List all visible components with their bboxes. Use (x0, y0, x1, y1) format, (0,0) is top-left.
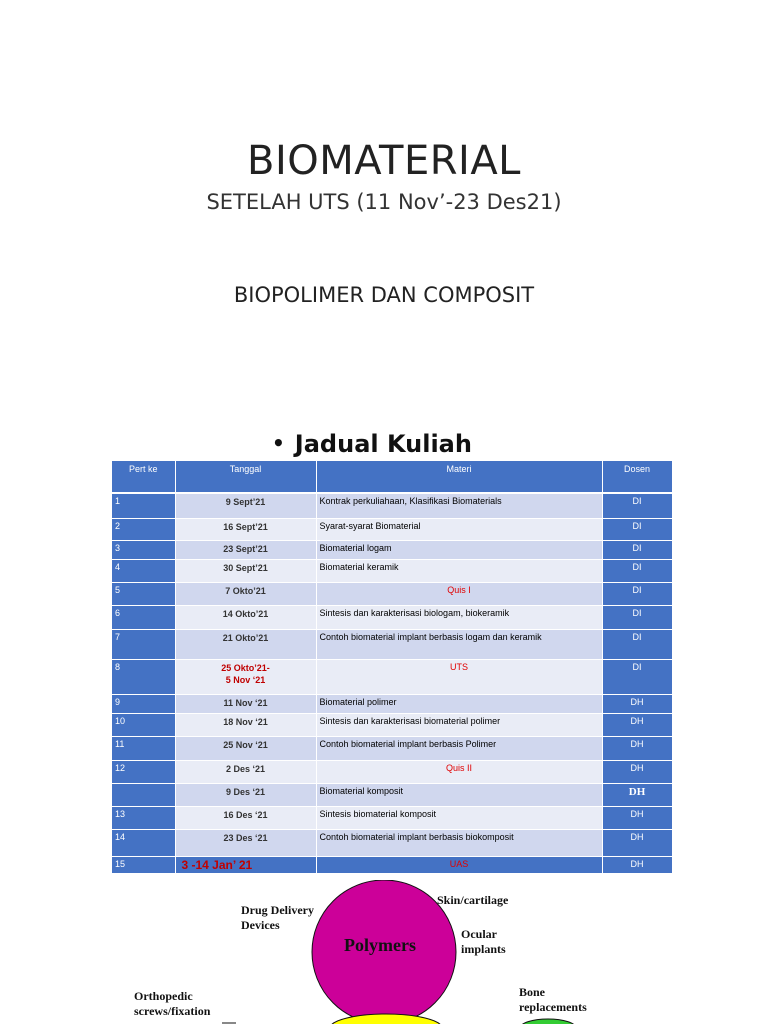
row-lecturer: DH (602, 713, 672, 736)
title-slide (0, 0, 768, 420)
row-material: UAS (316, 856, 602, 873)
row-num: 12 (112, 760, 175, 783)
row-material: Sintesis biomaterial komposit (316, 806, 602, 829)
table-row (112, 783, 672, 806)
table-row (112, 559, 672, 582)
row-date: 23 Des ‘21 (175, 829, 316, 856)
schedule-heading (272, 430, 472, 458)
table-row (112, 540, 672, 559)
header-material: Materi (316, 461, 602, 493)
table-row (112, 694, 672, 713)
row-material: Kontrak perkuliahaan, Klasifikasi Biomaterials (316, 493, 602, 518)
row-lecturer: DH (602, 783, 672, 806)
bone-circle (520, 1019, 576, 1024)
slide-subtitle: SETELAH UTS (11 Nov’-23 Des21) (206, 190, 562, 214)
row-material: UTS (316, 659, 602, 694)
row-lecturer: DI (602, 518, 672, 540)
row-material: Biomaterial komposit (316, 783, 602, 806)
row-date: 25 Nov ‘21 (175, 736, 316, 760)
row-lecturer: DH (602, 856, 672, 873)
row-num: 6 (112, 605, 175, 629)
header-num: Pert ke (112, 461, 175, 493)
row-date: 21 Okto’21 (175, 629, 316, 659)
header-lecturer: Dosen (602, 461, 672, 493)
row-num (112, 783, 175, 806)
row-lecturer: DI (602, 559, 672, 582)
row-date: 3 -14 Jan’ 21 (175, 856, 316, 873)
row-lecturer: DH (602, 760, 672, 783)
table-header-row (112, 461, 672, 493)
row-date: 14 Okto’21 (175, 605, 316, 629)
header-date: Tanggal (175, 461, 316, 493)
row-date: 9 Sept’21 (175, 493, 316, 518)
row-num: 5 (112, 582, 175, 605)
table-row (112, 856, 672, 873)
row-lecturer: DI (602, 659, 672, 694)
drug-delivery-label (241, 903, 314, 933)
row-lecturer: DH (602, 736, 672, 760)
biomaterial-diagram (0, 880, 768, 1024)
row-lecturer: DH (602, 694, 672, 713)
ocular-implants-label (461, 927, 506, 957)
schedule-heading-text: Jadual Kuliah (294, 430, 472, 458)
row-date-line2: 5 Nov ‘21 (225, 674, 266, 685)
row-date: 23 Sept’21 (175, 540, 316, 559)
row-material: Contoh biomaterial implant berbasis logam dan keramik (316, 629, 602, 659)
ceramics-circle (330, 1014, 442, 1024)
row-date: 16 Sept’21 (175, 518, 316, 540)
table-row (112, 760, 672, 783)
row-material: Contoh biomaterial implant berbasis Polimer (316, 736, 602, 760)
row-date-line1: 25 Okto’21- (221, 662, 270, 673)
row-lecturer: DI (602, 605, 672, 629)
table-row (112, 493, 672, 518)
orthopedic-line2: screws/fixation (134, 1004, 211, 1018)
row-num: 4 (112, 559, 175, 582)
table-row (112, 518, 672, 540)
row-num: 8 (112, 659, 175, 694)
row-date: 11 Nov ‘21 (175, 694, 316, 713)
orthopedic-label (134, 989, 210, 1019)
drug-delivery-line1: Drug Delivery (241, 903, 314, 917)
row-material: Contoh biomaterial implant berbasis biokomposit (316, 829, 602, 856)
row-lecturer: DH (602, 806, 672, 829)
row-date: 18 Nov ‘21 (175, 713, 316, 736)
table-row (112, 829, 672, 856)
orthopedic-line1: Orthopedic (134, 989, 193, 1003)
bone-replacements-label (519, 985, 587, 1015)
row-lecturer: DI (602, 540, 672, 559)
row-num: 13 (112, 806, 175, 829)
row-date: 2 Des ‘21 (175, 760, 316, 783)
slide-topic: BIOPOLIMER DAN COMPOSIT (233, 283, 535, 307)
row-num: 11 (112, 736, 175, 760)
schedule-table (112, 461, 673, 874)
skin-cartilage-label: Skin/cartilage (437, 893, 509, 907)
table-row (112, 713, 672, 736)
ocular-line2: implants (461, 942, 506, 956)
table-row (112, 629, 672, 659)
row-material: Sintesis dan karakterisasi biomaterial polimer (316, 713, 602, 736)
row-material: Biomaterial logam (316, 540, 602, 559)
ocular-line1: Ocular (461, 927, 497, 941)
row-num: 2 (112, 518, 175, 540)
row-material: Biomaterial keramik (316, 559, 602, 582)
row-date: 9 Des ‘21 (175, 783, 316, 806)
bullet-icon: • (272, 431, 285, 455)
row-num: 3 (112, 540, 175, 559)
row-date: 30 Sept’21 (175, 559, 316, 582)
row-date: 16 Des ‘21 (175, 806, 316, 829)
row-num: 10 (112, 713, 175, 736)
row-num: 15 (112, 856, 175, 873)
row-material: Biomaterial polimer (316, 694, 602, 713)
row-date: 7 Okto’21 (175, 582, 316, 605)
bone-line1: Bone (519, 985, 546, 999)
row-date (175, 659, 316, 694)
row-lecturer: DI (602, 629, 672, 659)
table-row (112, 659, 672, 694)
row-lecturer: DI (602, 582, 672, 605)
row-num: 9 (112, 694, 175, 713)
slide-title: BIOMATERIAL (247, 138, 521, 184)
row-num: 1 (112, 493, 175, 518)
row-material: Syarat-syarat Biomaterial (316, 518, 602, 540)
table-row (112, 806, 672, 829)
table-row (112, 736, 672, 760)
row-material: Sintesis dan karakterisasi biologam, biokeramik (316, 605, 602, 629)
row-num: 14 (112, 829, 175, 856)
row-material: Quis II (316, 760, 602, 783)
drug-delivery-line2: Devices (241, 918, 280, 932)
row-lecturer: DH (602, 829, 672, 856)
bone-line2: replacements (519, 1000, 587, 1014)
table-row (112, 605, 672, 629)
row-material: Quis I (316, 582, 602, 605)
row-num: 7 (112, 629, 175, 659)
table-row (112, 582, 672, 605)
row-lecturer: DI (602, 493, 672, 518)
polymers-label: Polymers (344, 935, 416, 955)
